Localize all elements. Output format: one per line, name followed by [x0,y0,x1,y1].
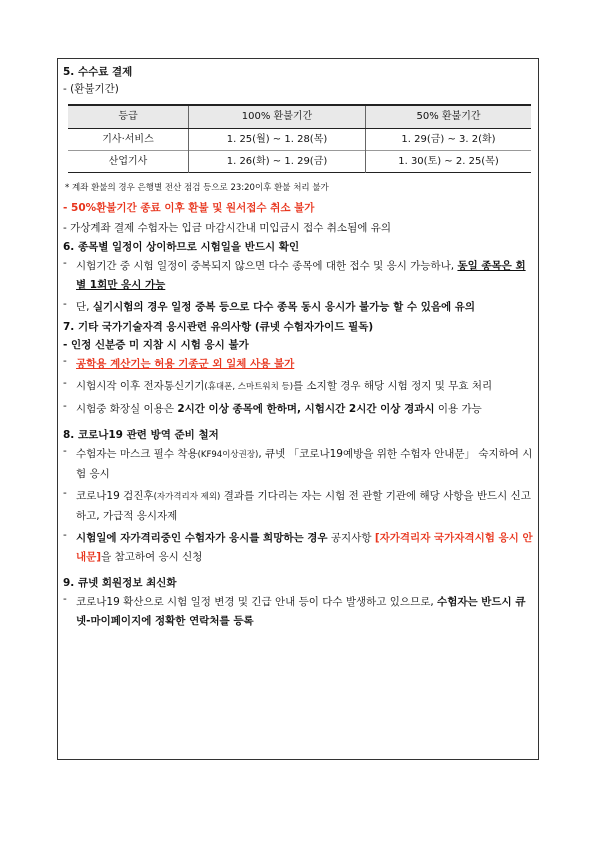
section-5-title: 5. 수수료 결제 [63,66,133,78]
section-9-title: 9. 큐넷 회원정보 최신화 [63,577,177,590]
refund-warning: - 50%환불기간 종료 이후 환불 및 원서접수 취소 불가 [63,202,315,215]
document-body [63,66,533,631]
section-8-title: 8. 코로나19 관련 방역 준비 철저 [63,429,219,441]
item-emphasis: 2시간 이상 종목에 한하며, 시험시간 2시간 이상 경과시 [177,403,435,415]
item-aside: (자가격리자 제외) [153,492,221,503]
table-cell: 1. 30(토) ~ 2. 25(목) [366,151,532,173]
col-grade: 등급 [68,105,189,129]
table-cell: 기사·서비스 [68,129,189,151]
item-emphasis: 시험일에 자가격리중인 수험자가 응시를 희망하는 경우 [76,532,328,545]
refund-table [68,104,531,173]
refund-note: * 계좌 환불의 경우 은행별 전산 점검 등으로 23:20이후 환불 처리 불가 [65,183,329,194]
bullet-dash: - [63,377,67,389]
bullet-dash: - [63,400,67,412]
self-quarantine-notice-link: [자가격리자 국가자격시험 응시 안내문] [76,532,533,564]
list-item [63,355,533,374]
item-emphasis: 동일 종목은 회별 1회만 응시 가능 [76,259,526,291]
item-aside: (KF94이상권장) [197,450,259,461]
list-item [63,298,533,317]
item-aside: (휴대폰, 스마트워치 등) [204,382,294,392]
item-text: 수험자는 마스크 필수 착용 [76,448,198,461]
table-cell: 1. 25(월) ~ 1. 28(목) [189,129,366,151]
col-50-refund: 50% 환불기간 [366,105,532,129]
table-row [68,129,531,151]
item-text: , 큐넷 「코로나19예방을 위한 수험자 안내문」 숙지하여 시험 응시 [76,448,533,481]
item-text: 단, [76,300,93,313]
item-text: 시험기간 중 시험 일정이 중복되지 않으면 다수 종목에 대한 접수 및 응시 가능하나, [76,259,458,272]
table-cell: 1. 29(금) ~ 3. 2(화) [366,129,532,151]
virtual-account-note: - 가상계좌 결제 수험자는 입금 마감시간내 미입금시 접수 취소됨에 유의 [63,221,391,234]
table-cell: 1. 26(화) ~ 1. 29(금) [189,151,366,173]
list-item [63,257,533,295]
item-text: 시험시작 이후 전자통신기기 [76,380,205,392]
section-6-title: 6. 종목별 일정이 상이하므로 시험일을 반드시 확인 [63,240,300,253]
item-text: 시험중 화장실 이용은 [76,403,178,415]
item-text: 를 소지할 경우 해당 시험 정지 및 무효 처리 [293,380,493,392]
bullet-dash: - [63,445,67,458]
item-text: 을 참고하여 응시 신청 [101,551,203,564]
bullet-dash: - [63,256,67,269]
item-emphasis: 실기시험의 경우 일정 중복 등으로 다수 종목 동시 응시가 불가능 할 수 있음에 유의 [92,300,476,313]
id-required-note: - 인정 신분증 미 지참 시 시험 응시 불가 [63,338,249,351]
list-item [63,487,533,526]
section-7-title: 7. 기타 국가기술자격 응시관련 유의사항 (큐넷 수험자가이드 필독) [63,320,374,333]
list-item [63,400,533,419]
item-text: 결과를 기다리는 자는 시험 전 관할 기관에 해당 사항을 반드시 신고하고, 가급적 응시자제 [76,490,531,523]
item-emphasis: 수험자는 반드시 큐넷-마이페이지에 정확한 연락처를 등록 [76,596,526,628]
bullet-dash: - [63,593,67,606]
calculator-warning: 공학용 계산기는 허용 기종군 외 일체 사용 불가 [76,358,295,370]
list-item [63,377,533,397]
item-text: 코로나19 확산으로 시험 일정 변경 및 긴급 안내 등이 다수 발생하고 있으므로, [76,596,438,609]
table-cell: 산업기사 [68,151,189,173]
table-header-row [68,105,531,129]
bullet-dash: - [63,355,67,367]
refund-period-label: - (환불기간) [63,83,119,96]
bullet-dash: - [63,487,67,500]
item-text: 코로나19 검진후 [76,490,154,503]
item-text: 공지사항 [327,532,375,545]
list-item [63,593,533,631]
list-item [63,529,533,567]
item-text: 이용 가능 [434,403,482,415]
table-row [68,151,531,173]
col-100-refund: 100% 환불기간 [189,105,366,129]
bullet-dash: - [63,529,67,542]
refund-table-wrap [68,104,533,173]
bullet-dash: - [63,297,67,310]
list-item [63,445,533,484]
